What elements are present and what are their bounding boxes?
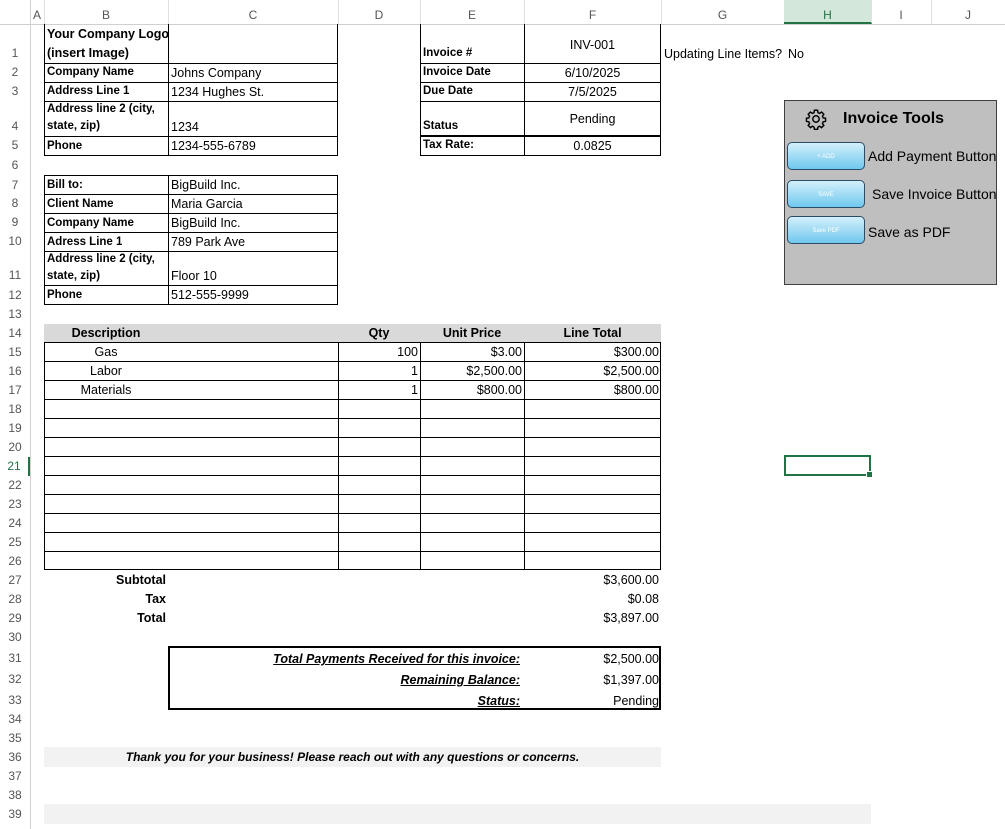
save-invoice-button[interactable]: SAVE bbox=[787, 180, 865, 208]
row-header-20[interactable]: 20 bbox=[8, 440, 22, 454]
item-description[interactable]: Gas bbox=[94, 345, 118, 359]
item-qty[interactable]: 1 bbox=[411, 383, 418, 397]
row-header-33[interactable]: 33 bbox=[8, 693, 22, 707]
item-description[interactable]: Labor bbox=[90, 364, 122, 378]
save-pdf-button[interactable]: Save PDF bbox=[787, 216, 865, 244]
row-header-3[interactable]: 3 bbox=[11, 84, 19, 98]
total-label: Total bbox=[137, 611, 166, 625]
row-header-6[interactable]: 6 bbox=[11, 158, 19, 172]
selected-cell[interactable] bbox=[784, 455, 871, 476]
row-header-27[interactable]: 27 bbox=[8, 573, 22, 587]
col-header-h[interactable]: H bbox=[784, 0, 872, 24]
invoice-status-label: Status bbox=[423, 120, 459, 132]
row-header-13[interactable]: 13 bbox=[8, 307, 22, 321]
client-company-label: Company Name bbox=[47, 217, 134, 229]
col-header-c[interactable]: C bbox=[168, 0, 339, 24]
company-phone-value[interactable]: 1234-555-6789 bbox=[171, 139, 256, 153]
row-header-37[interactable]: 37 bbox=[8, 769, 22, 783]
item-line-total[interactable]: $2,500.00 bbox=[603, 364, 659, 378]
payment-status-label: Status: bbox=[477, 694, 520, 708]
item-line-total[interactable]: $300.00 bbox=[613, 345, 659, 359]
save-pdf-label: Save as PDF bbox=[868, 224, 951, 240]
col-header-g[interactable]: G bbox=[661, 0, 785, 24]
subtotal-label: Subtotal bbox=[116, 573, 166, 587]
row-header-31[interactable]: 31 bbox=[8, 651, 22, 665]
col-line-total-header: Line Total bbox=[563, 326, 622, 340]
payment-status-value: Pending bbox=[613, 694, 659, 708]
footer-band bbox=[44, 804, 871, 824]
client-phone-value[interactable]: 512-555-9999 bbox=[171, 288, 249, 302]
item-description[interactable]: Materials bbox=[80, 383, 132, 397]
bill-to-value[interactable]: BigBuild Inc. bbox=[171, 178, 241, 192]
row-header-29[interactable]: 29 bbox=[8, 611, 22, 625]
col-description-header: Description bbox=[71, 326, 141, 340]
client-address2-value[interactable]: Floor 10 bbox=[171, 269, 217, 283]
item-unit-price[interactable]: $3.00 bbox=[490, 345, 522, 359]
row-header-26[interactable]: 26 bbox=[8, 554, 22, 568]
row-header-18[interactable]: 18 bbox=[8, 402, 22, 416]
company-address2-label-sub: state, zip) bbox=[47, 120, 101, 132]
row-header-30[interactable]: 30 bbox=[8, 630, 22, 644]
company-name-label: Company Name bbox=[47, 66, 134, 78]
row-header-divider bbox=[30, 24, 31, 829]
tax-rate-label: Tax Rate: bbox=[423, 139, 474, 151]
item-unit-price[interactable]: $800.00 bbox=[476, 383, 522, 397]
row-header-14[interactable]: 14 bbox=[8, 326, 22, 340]
remaining-balance-label: Remaining Balance: bbox=[400, 673, 520, 687]
row-header-34[interactable]: 34 bbox=[8, 712, 22, 726]
row-header-21[interactable]: 21 bbox=[0, 457, 30, 476]
invoice-date-value[interactable]: 6/10/2025 bbox=[564, 66, 621, 80]
row-header-9[interactable]: 9 bbox=[11, 215, 19, 229]
client-address1-value[interactable]: 789 Park Ave bbox=[171, 235, 246, 249]
invoice-number-value[interactable]: INV-001 bbox=[569, 38, 616, 52]
client-address2-label-sub: state, zip) bbox=[47, 270, 101, 282]
col-header-j[interactable]: J bbox=[965, 8, 971, 22]
row-header-32[interactable]: 32 bbox=[8, 672, 22, 686]
col-header-d[interactable]: D bbox=[338, 0, 421, 24]
row-header-10[interactable]: 10 bbox=[8, 234, 22, 248]
subtotal-value: $3,600.00 bbox=[603, 573, 659, 587]
invoice-number-label: Invoice # bbox=[423, 47, 473, 59]
row-header-35[interactable]: 35 bbox=[8, 731, 22, 745]
company-address2-value[interactable]: 1234 bbox=[171, 120, 199, 134]
row-header-15[interactable]: 15 bbox=[8, 345, 22, 359]
tax-value: $0.08 bbox=[627, 592, 659, 606]
row-header-23[interactable]: 23 bbox=[8, 497, 22, 511]
save-invoice-label: Save Invoice Button bbox=[872, 186, 997, 202]
item-line-total[interactable]: $800.00 bbox=[613, 383, 659, 397]
col-header-i[interactable]: I bbox=[871, 0, 932, 24]
tax-rate-value[interactable]: 0.0825 bbox=[573, 139, 612, 153]
payments-received-value: $2,500.00 bbox=[603, 652, 659, 666]
company-logo-placeholder-sub: (insert Image) bbox=[47, 46, 129, 60]
row-header-17[interactable]: 17 bbox=[8, 383, 22, 397]
client-address1-label: Adress Line 1 bbox=[47, 236, 123, 248]
updating-line-items-label: Updating Line Items? bbox=[664, 47, 783, 61]
company-logo-placeholder[interactable]: Your Company Logo bbox=[47, 27, 169, 41]
select-all-corner[interactable] bbox=[0, 0, 31, 24]
col-header-b[interactable]: B bbox=[44, 0, 169, 24]
row-header-1[interactable]: 1 bbox=[11, 46, 19, 60]
add-payment-label: Add Payment Button bbox=[868, 148, 997, 164]
invoice-date-label: Invoice Date bbox=[423, 66, 491, 78]
row-header-8[interactable]: 8 bbox=[11, 196, 19, 210]
client-company-value[interactable]: BigBuild Inc. bbox=[171, 216, 241, 230]
col-header-a[interactable]: A bbox=[30, 0, 45, 24]
col-header-f[interactable]: F bbox=[524, 0, 662, 24]
row-header-2[interactable]: 2 bbox=[11, 65, 19, 79]
row-header-39[interactable]: 39 bbox=[8, 807, 22, 821]
col-header-e[interactable]: E bbox=[420, 0, 525, 24]
col-unit-price-header: Unit Price bbox=[442, 326, 502, 340]
row-header-36[interactable]: 36 bbox=[8, 750, 22, 764]
row-header-16[interactable]: 16 bbox=[8, 364, 22, 378]
client-phone-label: Phone bbox=[47, 289, 83, 301]
row-header-7[interactable]: 7 bbox=[11, 178, 19, 192]
due-date-label: Due Date bbox=[423, 85, 473, 97]
gear-icon bbox=[805, 108, 827, 130]
thank-you-note: Thank you for your business! Please reach out with any questions or concerns. bbox=[125, 750, 580, 764]
row-header-22[interactable]: 22 bbox=[8, 478, 22, 492]
client-name-value[interactable]: Maria Garcia bbox=[171, 197, 243, 211]
company-name-value[interactable]: Johns Company bbox=[171, 66, 262, 80]
updating-line-items-value[interactable]: No bbox=[788, 47, 804, 61]
tax-label: Tax bbox=[145, 592, 166, 606]
remaining-balance-value: $1,397.00 bbox=[603, 673, 659, 687]
invoice-tools-title: Invoice Tools bbox=[843, 110, 945, 127]
row-header-11[interactable]: 11 bbox=[8, 268, 22, 282]
col-qty-header: Qty bbox=[368, 326, 390, 340]
add-payment-button[interactable]: + ADD bbox=[787, 142, 865, 170]
row-header-24[interactable]: 24 bbox=[8, 516, 22, 530]
bill-to-label: Bill to: bbox=[47, 179, 83, 191]
row-header-25[interactable]: 25 bbox=[8, 535, 22, 549]
row-header-28[interactable]: 28 bbox=[8, 592, 22, 606]
item-unit-price[interactable]: $2,500.00 bbox=[466, 364, 522, 378]
client-address2-label: Address line 2 (city, bbox=[47, 253, 155, 265]
invoice-tools-panel bbox=[784, 100, 997, 285]
company-address1-label: Address Line 1 bbox=[47, 85, 130, 97]
company-address2-label: Address line 2 (city, bbox=[47, 103, 155, 115]
total-value: $3,897.00 bbox=[603, 611, 659, 625]
due-date-value[interactable]: 7/5/2025 bbox=[568, 85, 617, 99]
item-qty[interactable]: 1 bbox=[411, 364, 418, 378]
row-header-38[interactable]: 38 bbox=[8, 788, 22, 802]
client-name-label: Client Name bbox=[47, 198, 114, 210]
invoice-status-value[interactable]: Pending bbox=[569, 112, 616, 126]
row-header-12[interactable]: 12 bbox=[8, 288, 22, 302]
item-qty[interactable]: 100 bbox=[397, 345, 418, 359]
company-phone-label: Phone bbox=[47, 140, 83, 152]
company-address1-value[interactable]: 1234 Hughes St. bbox=[171, 85, 265, 99]
row-header-19[interactable]: 19 bbox=[8, 421, 22, 435]
payments-received-label: Total Payments Received for this invoice: bbox=[273, 652, 520, 666]
row-header-5[interactable]: 5 bbox=[11, 138, 19, 152]
row-header-4[interactable]: 4 bbox=[11, 119, 19, 133]
column-header-bar bbox=[0, 0, 1005, 25]
